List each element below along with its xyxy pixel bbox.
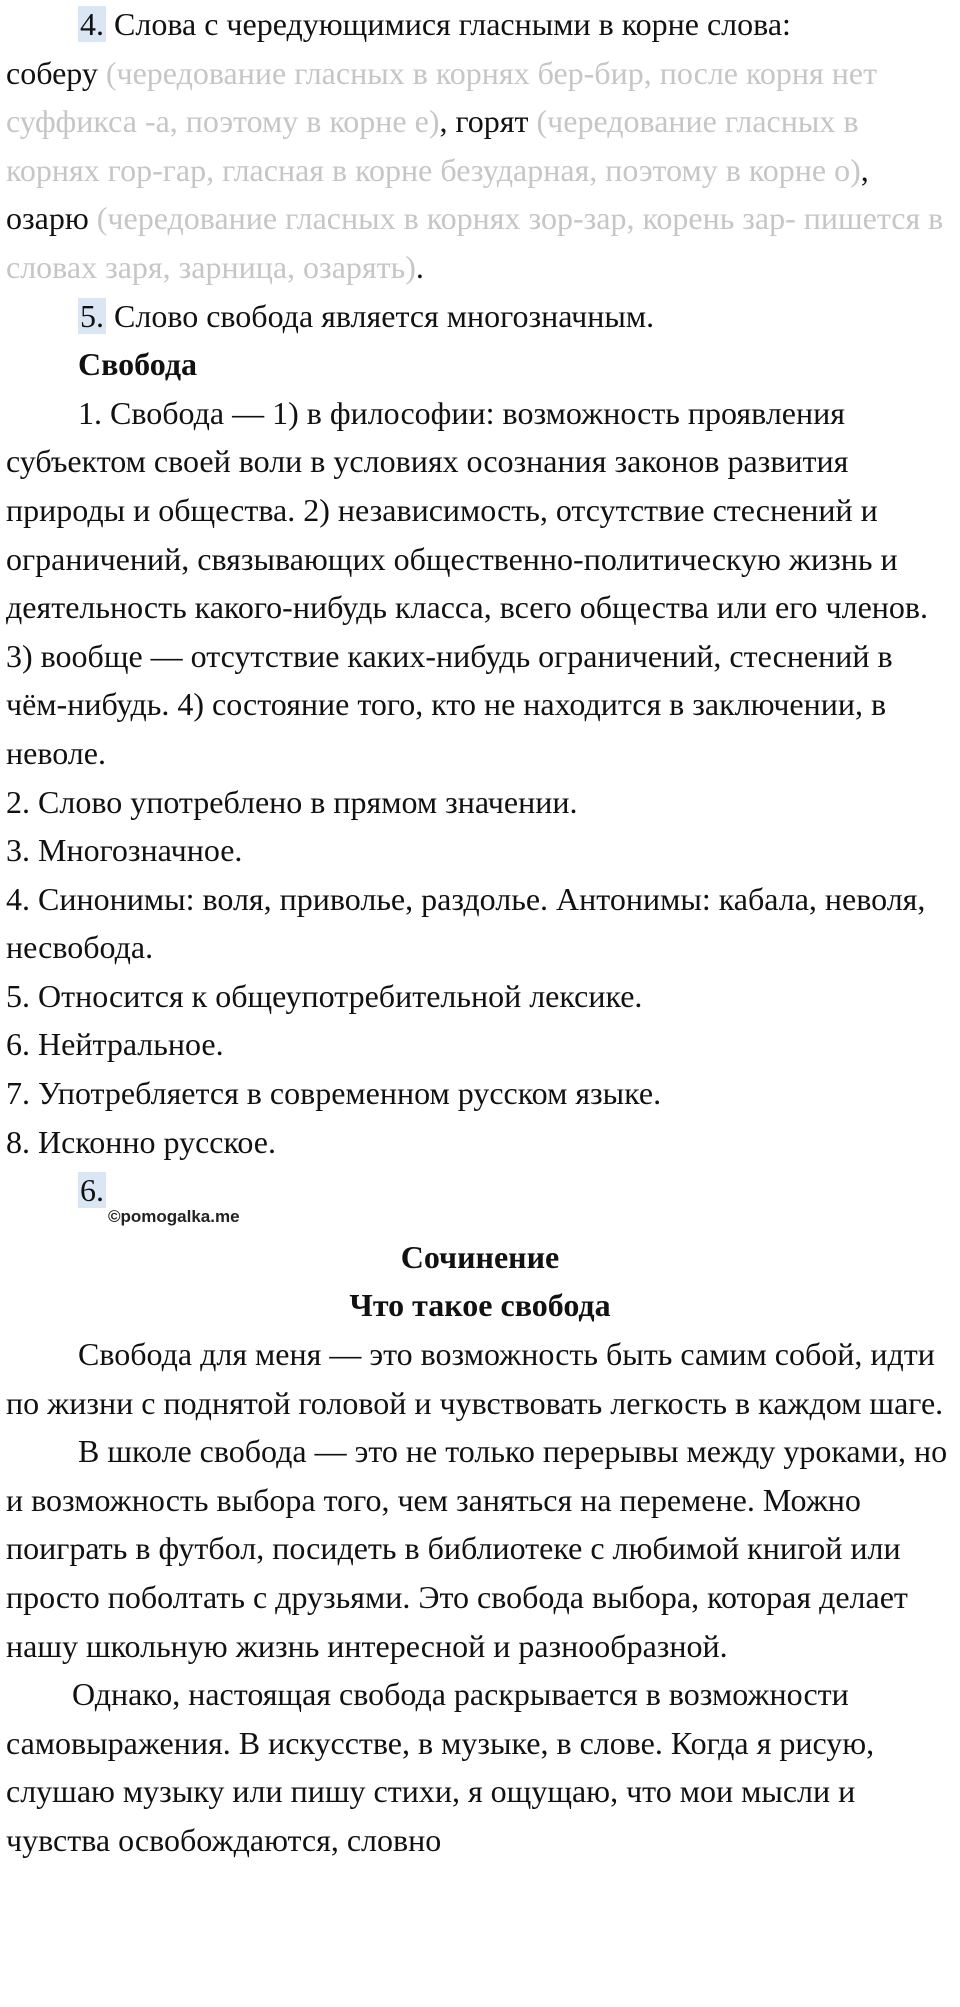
hint-ozaryu: (чередование гласных в корнях зор-зар, корень зар- пишется в словах заря, зарница, озарять) (6, 200, 944, 285)
essay-title: Сочинение (400, 1238, 560, 1275)
task5-item: 4. Синонимы: воля, приволье, раздолье. Антонимы: кабала, неволя, несвобода. (6, 880, 926, 966)
task5-item: 2. Слово употреблено в прямом значении. (6, 783, 578, 820)
word-ozaryu: озарю (6, 200, 89, 237)
task4-paragraph (6, 0, 954, 49)
task4-answer (6, 49, 954, 292)
watermark: ©pomogalka.me (108, 1206, 240, 1226)
task5-intro: Слово свобода является многозначным. (106, 297, 655, 334)
essay-paragraph: Однако, настоящая свобода раскрывается в возможности самовыражения. В искусстве, в музыке, в слове. Когда я рисую, слушаю музыку или пишу стихи, я ощущаю, что мои мысли и чувства освобождаются, словно (6, 1676, 875, 1858)
task-number-4: 4. (80, 6, 104, 42)
task5-item: 6. Нейтральное. (6, 1026, 224, 1063)
hint-goryat: (чередование гласных в корнях гор-гар, гласная в корне безударная, поэтому в корне о) (6, 103, 861, 188)
task5-item: 3. Многозначное. (6, 832, 243, 869)
essay-paragraph: Свобода для меня — это возможность быть самим собой, идти по жизни с поднятой головой и чувствовать легкость в каждом шаге. (6, 1336, 944, 1421)
task5-item: 8. Исконно русское. (6, 1123, 276, 1160)
task-number-5: 5. (80, 297, 104, 334)
task5-item: 5. Относится к общеупотребительной лексике. (6, 977, 643, 1014)
task5-meaning: 1. Свобода — 1) в философии: возможность проявления субъектом своей воли в условиях осознания законов развития природы и общества. 2) независимость, отсутствие стеснений и ограничений, связывающих общественно-политическую жизнь и деятельность какого-нибудь класса, всего общества или его членов. 3) вообще — отсутствие каких-нибудь ограничений, стеснений в чём-нибудь. 4) состояние того, кто не находится в заключении, в неволе. (6, 394, 929, 771)
period: . (415, 248, 424, 285)
separator: , (439, 103, 456, 140)
task4-intro: Слова с чередующимися гласными в корне слова: (106, 6, 791, 42)
essay-subtitle: Что такое свобода (349, 1287, 611, 1324)
essay-paragraph: В школе свобода — это не только перерывы между уроками, но и возможность выбора того, чем заняться на перемене. Можно поиграть в футбол, посидеть в библиотеке с любимой книгой или просто поболтать с друзьями. Это свобода выбора, которая делает нашу школьную жизнь интересной и разнообразной. (6, 1433, 948, 1664)
task5-word: Свобода (78, 346, 198, 383)
hint-sobery: (чередование гласных в корнях бер-бир, после корня нет суффикса -а, поэтому в корне е) (6, 54, 878, 140)
task5-item: 7. Употребляется в современном русском языке. (6, 1075, 662, 1112)
word-sobery: соберу (6, 54, 98, 91)
task5-paragraph (6, 292, 954, 341)
task-number-6: 6. (80, 1172, 104, 1209)
word-goryat: горят (455, 103, 529, 140)
separator: , (860, 151, 869, 188)
